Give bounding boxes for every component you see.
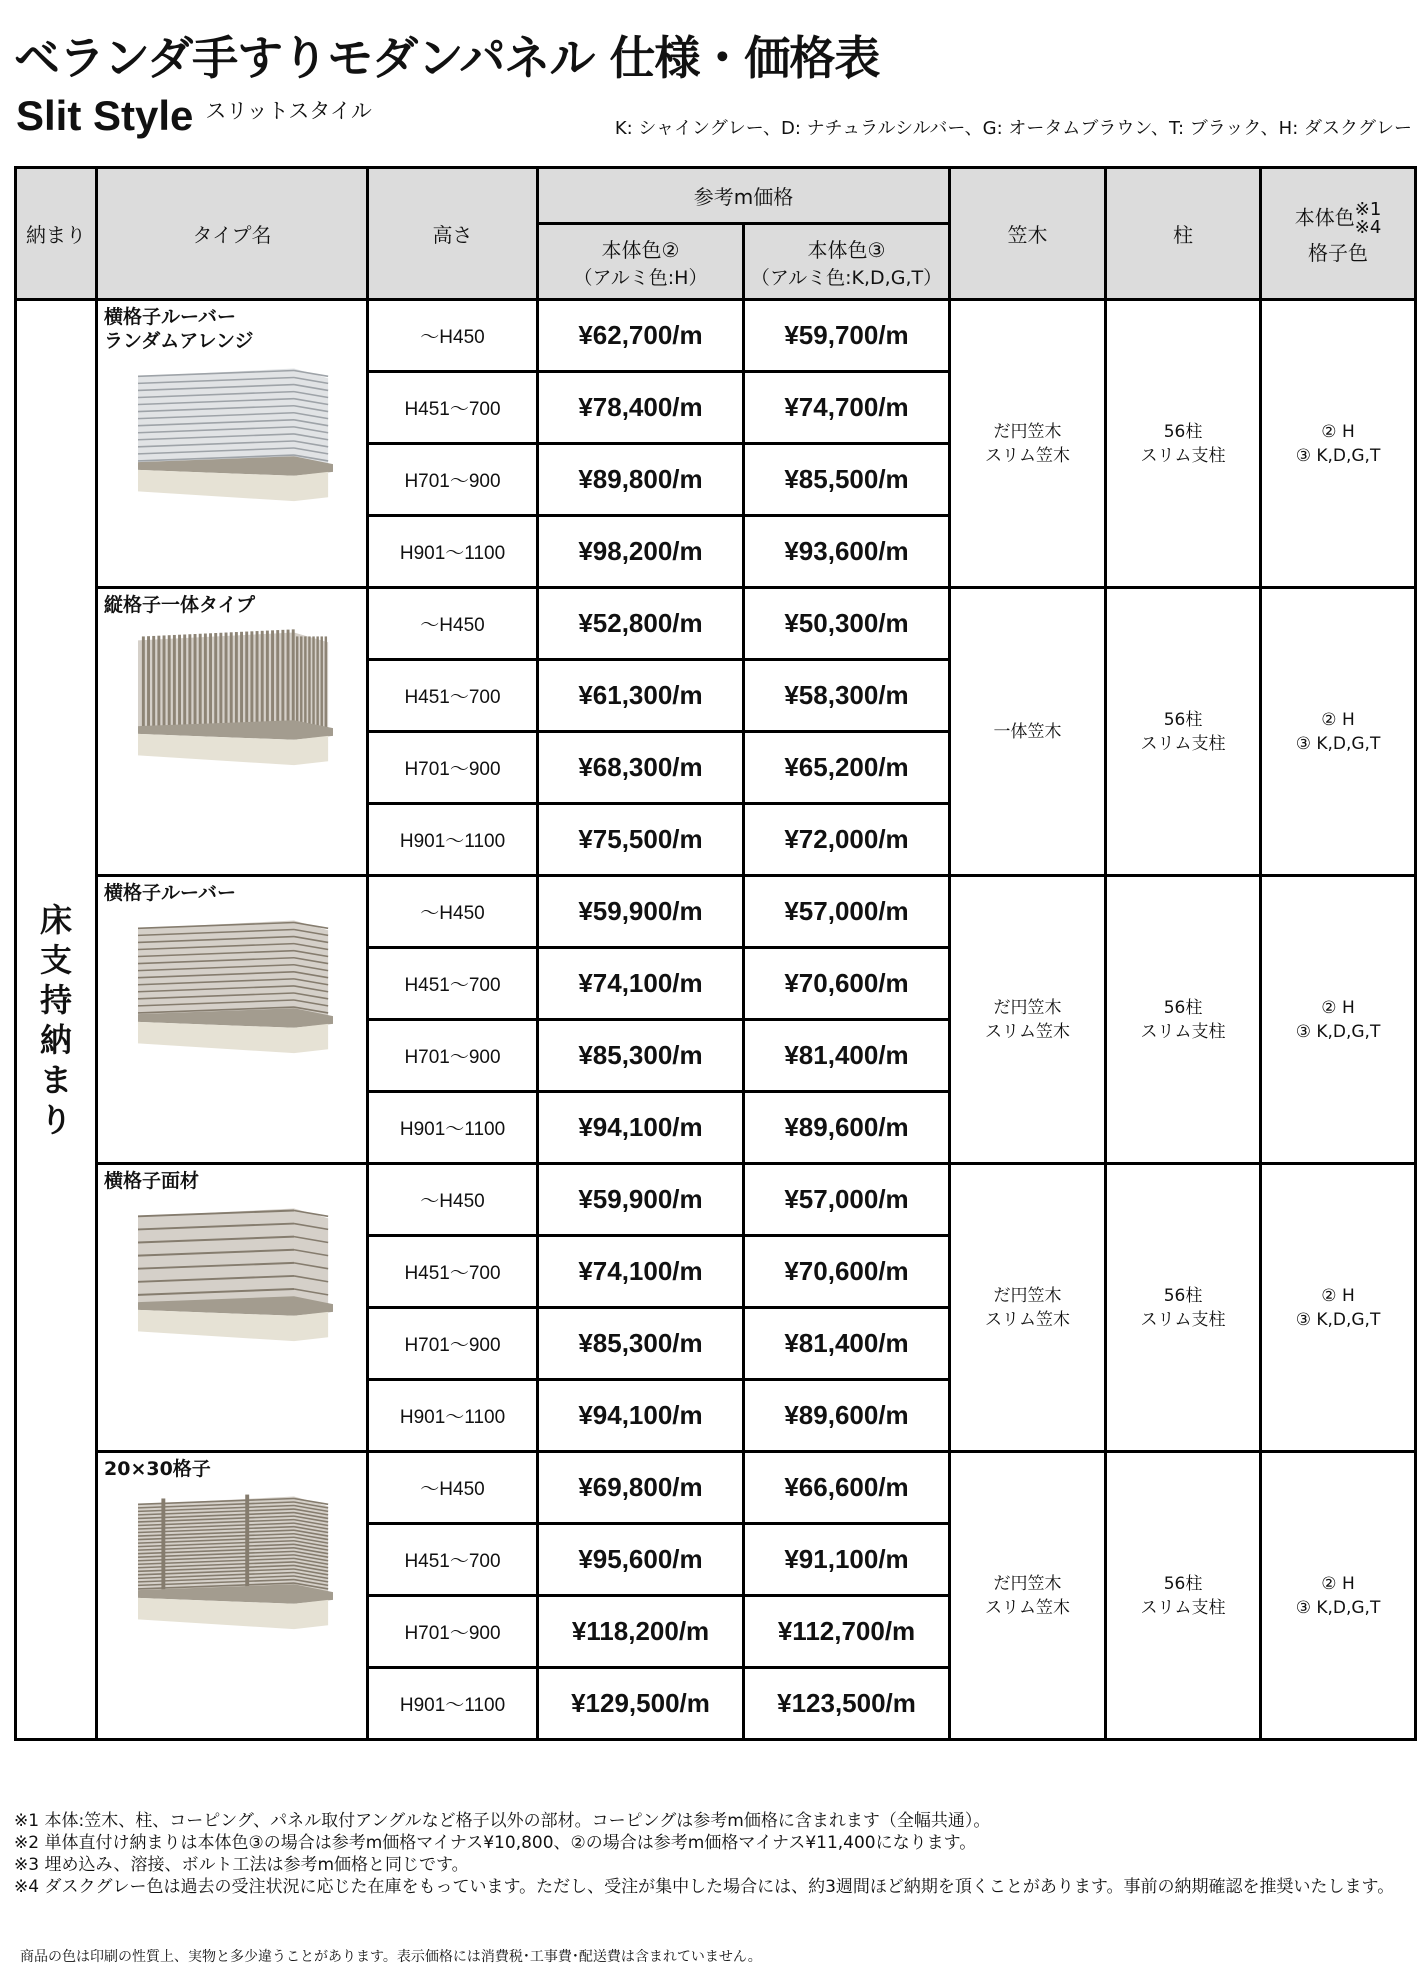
post-cell — [1106, 1452, 1261, 1740]
height-range: H701～900 — [368, 732, 538, 804]
height-range: H451～700 — [368, 1236, 538, 1308]
header-kasagi: 笠木 — [950, 168, 1106, 300]
price-color2: ¥62,700/m — [538, 300, 744, 372]
type-name: 20×30格子 — [104, 1458, 211, 1480]
height-range: H901～1100 — [368, 1380, 538, 1452]
subtitle-en: Slit Style — [16, 92, 194, 139]
price-color2: ¥75,500/m — [538, 804, 744, 876]
header-price-group: 参考m価格 — [538, 168, 950, 224]
height-range: H901～1100 — [368, 516, 538, 588]
post-value: 56柱 スリム支柱 — [1140, 709, 1226, 754]
type-cell — [97, 1452, 368, 1740]
price-color3: ¥66,600/m — [744, 1452, 950, 1524]
height-range: ～H450 — [368, 876, 538, 948]
post-value: 56柱 スリム支柱 — [1140, 421, 1226, 466]
color-value: ② H ③ K,D,G,T — [1295, 1573, 1381, 1618]
kasagi-value: 一体笠木 — [993, 721, 1062, 742]
table-row — [16, 300, 1416, 372]
price-color3: ¥89,600/m — [744, 1380, 950, 1452]
price-color2: ¥95,600/m — [538, 1524, 744, 1596]
height-range: H451～700 — [368, 372, 538, 444]
price-color2: ¥85,300/m — [538, 1020, 744, 1092]
kasagi-cell — [950, 300, 1106, 588]
price-color3: ¥72,000/m — [744, 804, 950, 876]
height-range: H701～900 — [368, 1596, 538, 1668]
price-color3: ¥74,700/m — [744, 372, 950, 444]
kasagi-value: だ円笠木 スリム笠木 — [985, 997, 1071, 1042]
price-color3: ¥70,600/m — [744, 948, 950, 1020]
horizontal-louver-random-fence-image — [138, 353, 333, 503]
install-cell — [16, 300, 97, 1740]
color-cell — [1261, 300, 1416, 588]
price-color2: ¥61,300/m — [538, 660, 744, 732]
post-value: 56柱 スリム支柱 — [1140, 1285, 1226, 1330]
height-range: ～H450 — [368, 300, 538, 372]
horizontal-panel-fence-image — [138, 1193, 333, 1343]
price-color2: ¥129,500/m — [538, 1668, 744, 1740]
price-color2: ¥118,200/m — [538, 1596, 744, 1668]
price-color3: ¥89,600/m — [744, 1092, 950, 1164]
height-range: H901～1100 — [368, 1668, 538, 1740]
header-color — [1261, 168, 1416, 300]
header-price3 — [744, 224, 950, 300]
price-color2: ¥74,100/m — [538, 948, 744, 1020]
table-row — [16, 588, 1416, 660]
color-cell — [1261, 1164, 1416, 1452]
kasagi-value: だ円笠木 スリム笠木 — [985, 421, 1071, 466]
type-name: 横格子ルーバー — [104, 882, 237, 904]
price-color3: ¥57,000/m — [744, 876, 950, 948]
color-legend: K: シャイングレー、D: ナチュラルシルバー、G: オータムブラウン、T: ブラック、H: ダスクグレー — [614, 118, 1412, 139]
price-color2: ¥74,100/m — [538, 1236, 744, 1308]
header-price3-l1: 本体色③ — [807, 237, 886, 262]
footnote-1: ※1 本体:笠木、柱、コーピング、パネル取付アングルなど格子以外の部材。コーピングは参考m価格に含まれます（全幅共通）。 — [14, 1811, 991, 1831]
color-cell — [1261, 588, 1416, 876]
height-range: ～H450 — [368, 1452, 538, 1524]
height-range: ～H450 — [368, 1164, 538, 1236]
type-name: 縦格子一体タイプ — [104, 594, 256, 616]
price-color3: ¥81,400/m — [744, 1308, 950, 1380]
footnote-2: ※2 単体直付け納まりは本体色③の場合は参考m価格マイナス¥10,800、②の場合は参考m価格マイナス¥11,400になります。 — [14, 1833, 977, 1853]
header-height: 高さ — [368, 168, 538, 300]
header-post: 柱 — [1106, 168, 1261, 300]
price-color2: ¥59,900/m — [538, 1164, 744, 1236]
header-color-sup1: ※1 — [1354, 199, 1382, 220]
price-color2: ¥94,100/m — [538, 1092, 744, 1164]
install-label: 床支持納まり — [39, 900, 72, 1139]
kasagi-cell — [950, 876, 1106, 1164]
post-value: 56柱 スリム支柱 — [1140, 1573, 1226, 1618]
height-range: H451～700 — [368, 660, 538, 732]
price-color2: ¥89,800/m — [538, 444, 744, 516]
color-value: ② H ③ K,D,G,T — [1295, 997, 1381, 1042]
kasagi-value: だ円笠木 スリム笠木 — [985, 1573, 1071, 1618]
header-price3-l2: （アルミ色:K,D,G,T） — [750, 266, 943, 289]
post-cell — [1106, 1164, 1261, 1452]
post-cell — [1106, 876, 1261, 1164]
header-price2-l1: 本体色② — [601, 237, 680, 262]
color-cell — [1261, 876, 1416, 1164]
price-color2: ¥52,800/m — [538, 588, 744, 660]
header-price2 — [538, 224, 744, 300]
price-color3: ¥81,400/m — [744, 1020, 950, 1092]
price-color2: ¥94,100/m — [538, 1380, 744, 1452]
type-cell — [97, 876, 368, 1164]
table-row — [16, 876, 1416, 948]
price-color3: ¥123,500/m — [744, 1668, 950, 1740]
price-color3: ¥85,500/m — [744, 444, 950, 516]
height-range: H451～700 — [368, 1524, 538, 1596]
fine-lattice-fence-image — [138, 1481, 333, 1631]
subtitle-jp: スリットスタイル — [205, 99, 372, 123]
color-value: ② H ③ K,D,G,T — [1295, 1285, 1381, 1330]
type-cell — [97, 588, 368, 876]
post-value: 56柱 スリム支柱 — [1140, 997, 1226, 1042]
horizontal-louver-fence-image — [138, 905, 333, 1055]
price-color3: ¥93,600/m — [744, 516, 950, 588]
price-color3: ¥112,700/m — [744, 1596, 950, 1668]
post-cell — [1106, 300, 1261, 588]
kasagi-cell — [950, 1164, 1106, 1452]
footnote-3: ※3 埋め込み、溶接、ボルト工法は参考m価格と同じです。 — [14, 1855, 469, 1875]
header-color-l1: 本体色 — [1294, 205, 1355, 230]
price-color3: ¥59,700/m — [744, 300, 950, 372]
height-range: H901～1100 — [368, 1092, 538, 1164]
table-row — [16, 1164, 1416, 1236]
footnote-4: ※4 ダスクグレー色は過去の受注状況に応じた在庫をもっています。ただし、受注が集中した場合には、約3週間ほど納期を頂くことがあります。事前の納期確認を推奨いたします。 — [14, 1877, 1395, 1897]
kasagi-value: だ円笠木 スリム笠木 — [985, 1285, 1071, 1330]
price-color3: ¥91,100/m — [744, 1524, 950, 1596]
color-cell — [1261, 1452, 1416, 1740]
price-color2: ¥98,200/m — [538, 516, 744, 588]
header-color-sup2: ※4 — [1354, 217, 1382, 238]
height-range: H901～1100 — [368, 804, 538, 876]
price-color3: ¥70,600/m — [744, 1236, 950, 1308]
kasagi-cell — [950, 1452, 1106, 1740]
vertical-lattice-fence-image — [138, 617, 333, 767]
type-name: 横格子面材 — [104, 1170, 200, 1192]
price-color3: ¥58,300/m — [744, 660, 950, 732]
header-color-l2: 格子色 — [1308, 241, 1369, 265]
height-range: H701～900 — [368, 1020, 538, 1092]
table-row — [16, 1452, 1416, 1524]
spec-price-table — [14, 166, 1417, 1741]
height-range: H701～900 — [368, 1308, 538, 1380]
header-install: 納まり — [16, 168, 97, 300]
page-title: ベランダ手すりモダンパネル 仕様・価格表 — [14, 31, 880, 85]
post-cell — [1106, 588, 1261, 876]
color-value: ② H ③ K,D,G,T — [1295, 421, 1381, 466]
type-name: 横格子ルーバー ランダムアレンジ — [104, 306, 254, 352]
subtitle — [16, 92, 372, 140]
price-color3: ¥50,300/m — [744, 588, 950, 660]
height-range: H701～900 — [368, 444, 538, 516]
price-color2: ¥69,800/m — [538, 1452, 744, 1524]
type-cell — [97, 300, 368, 588]
height-range: ～H450 — [368, 588, 538, 660]
price-color2: ¥85,300/m — [538, 1308, 744, 1380]
header-type: タイプ名 — [97, 168, 368, 300]
type-cell — [97, 1164, 368, 1452]
price-color2: ¥78,400/m — [538, 372, 744, 444]
height-range: H451～700 — [368, 948, 538, 1020]
footer-disclaimer: 商品の色は印刷の性質上、実物と多少違うことがあります。表示価格には消費税･工事費･配送費は含まれていません。 — [20, 1949, 762, 1965]
price-color2: ¥68,300/m — [538, 732, 744, 804]
header-price2-l2: （アルミ色:H） — [573, 266, 708, 289]
price-color2: ¥59,900/m — [538, 876, 744, 948]
price-color3: ¥65,200/m — [744, 732, 950, 804]
price-color3: ¥57,000/m — [744, 1164, 950, 1236]
footnotes — [14, 1810, 1414, 1898]
kasagi-cell — [950, 588, 1106, 876]
color-value: ② H ③ K,D,G,T — [1295, 709, 1381, 754]
